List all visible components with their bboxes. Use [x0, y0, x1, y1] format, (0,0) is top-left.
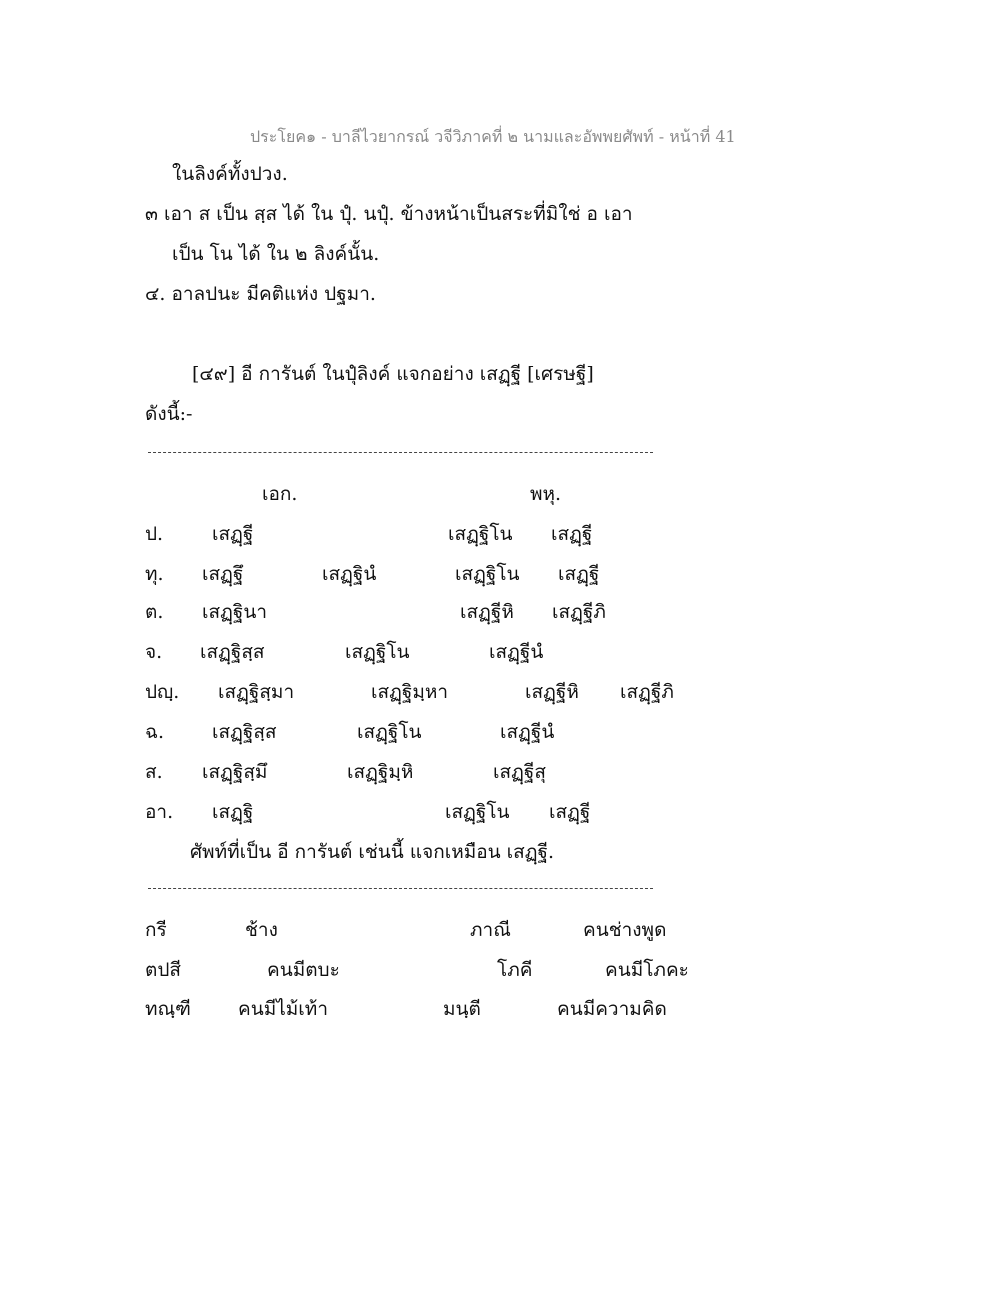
- form-bahu-1: เสฏฺฐีนํ: [489, 641, 544, 663]
- form-eka-1: เสฏฺฐินา: [202, 601, 267, 623]
- vocab-word: กรี: [145, 919, 167, 941]
- page-header: ประโยค๑ - บาลีไวยากรณ์ วจีวิภาคที่ ๒ นามและอัพพยศัพท์ - หน้าที่ 41: [250, 127, 736, 146]
- text-line-4: ๔. อาลปนะ มีคติแห่ง ปฐมา.: [145, 283, 376, 305]
- form-bahu-2: เสฏฺฐีภิ: [620, 681, 674, 703]
- vocab-meaning: คนมีตบะ: [267, 959, 340, 981]
- vocab-meaning: คนมีโภคะ: [605, 959, 689, 981]
- form-eka-2: เสฏฺฐิมฺหิ: [347, 761, 414, 783]
- form-bahu-1: เสฏฺฐีนํ: [500, 721, 555, 743]
- text-line-3: เป็น โน ได้ ใน ๒ ลิงค์นั้น.: [172, 243, 380, 265]
- column-header-bahu: พหุ.: [530, 483, 562, 505]
- vocab-word: ภาณี: [470, 919, 511, 941]
- form-eka-1: เสฏฺฐิสฺมา: [218, 681, 295, 703]
- form-bahu-2: เสฏฺฐี: [558, 563, 600, 585]
- vocab-meaning: คนช่างพูด: [583, 919, 667, 941]
- vocab-word: ตปสี: [145, 959, 181, 981]
- vocab-meaning: ช้าง: [245, 919, 278, 941]
- case-label: ส.: [145, 761, 163, 783]
- divider-top: [148, 452, 653, 453]
- vocab-meaning: คนมีไม้เท้า: [238, 998, 328, 1020]
- form-eka-2: เสฏฺฐิโน: [357, 721, 422, 743]
- form-bahu-2: เสฏฺฐี: [551, 523, 593, 545]
- form-bahu-2: เสฏฺฐี: [549, 801, 591, 823]
- form-eka-2: เสฏฺฐิมฺหา: [371, 681, 449, 703]
- form-eka-1: เสฏฺฐิสฺมึ: [202, 761, 268, 783]
- column-header-eka: เอก.: [262, 483, 298, 505]
- form-eka-2: เสฏฺฐิโน: [345, 641, 410, 663]
- text-line-2: ๓ เอา ส เป็น สฺส ได้ ใน ปุํ. นปุํ. ข้างหน้าเป็นสระที่มิใช่ อ เอา: [145, 203, 633, 225]
- case-label: ทุ.: [145, 563, 164, 585]
- form-eka-2: เสฏฺฐินํ: [322, 563, 377, 585]
- vocab-word: มนฺตี: [443, 998, 481, 1020]
- vocab-meaning: คนมีความคิด: [557, 998, 667, 1020]
- case-label: ปญฺ.: [145, 681, 180, 703]
- declension-note: ศัพท์ที่เป็น อี การันต์ เช่นนี้ แจกเหมือน เสฏฺฐี.: [190, 841, 555, 863]
- case-label: ต.: [145, 601, 164, 623]
- divider-bottom: [148, 888, 653, 889]
- vocab-word: โภคี: [497, 959, 533, 981]
- form-bahu-1: เสฏฺฐิโน: [448, 523, 513, 545]
- text-line-1: ในลิงค์ทั้งปวง.: [172, 163, 288, 185]
- case-label: จ.: [145, 641, 163, 663]
- form-eka-1: เสฏฺฐิสฺส: [200, 641, 265, 663]
- form-bahu-1: เสฏฺฐีหิ: [460, 601, 514, 623]
- form-bahu-1: เสฏฺฐิโน: [455, 563, 520, 585]
- case-label: อา.: [145, 801, 174, 823]
- form-bahu-1: เสฏฺฐิโน: [445, 801, 510, 823]
- vocab-word: ทณฺฑี: [145, 998, 191, 1020]
- form-eka-1: เสฏฺฐึ: [202, 563, 244, 585]
- case-label: ป.: [145, 523, 164, 545]
- form-bahu-2: เสฏฺฐีภิ: [552, 601, 606, 623]
- section-heading-cont: ดังนี้:-: [145, 403, 193, 425]
- form-bahu-1: เสฏฺฐีสุ: [493, 761, 546, 783]
- form-eka-1: เสฏฺฐี: [212, 523, 254, 545]
- form-eka-1: เสฏฺฐิสฺส: [212, 721, 277, 743]
- case-label: ฉ.: [145, 721, 164, 743]
- form-bahu-1: เสฏฺฐีหิ: [525, 681, 579, 703]
- section-heading: [๔๙] อี การันต์ ในปุํลิงค์ แจกอย่าง เสฏฺฐี [เศรษฐี]: [192, 363, 594, 385]
- form-eka-1: เสฏฺฐิ: [212, 801, 254, 823]
